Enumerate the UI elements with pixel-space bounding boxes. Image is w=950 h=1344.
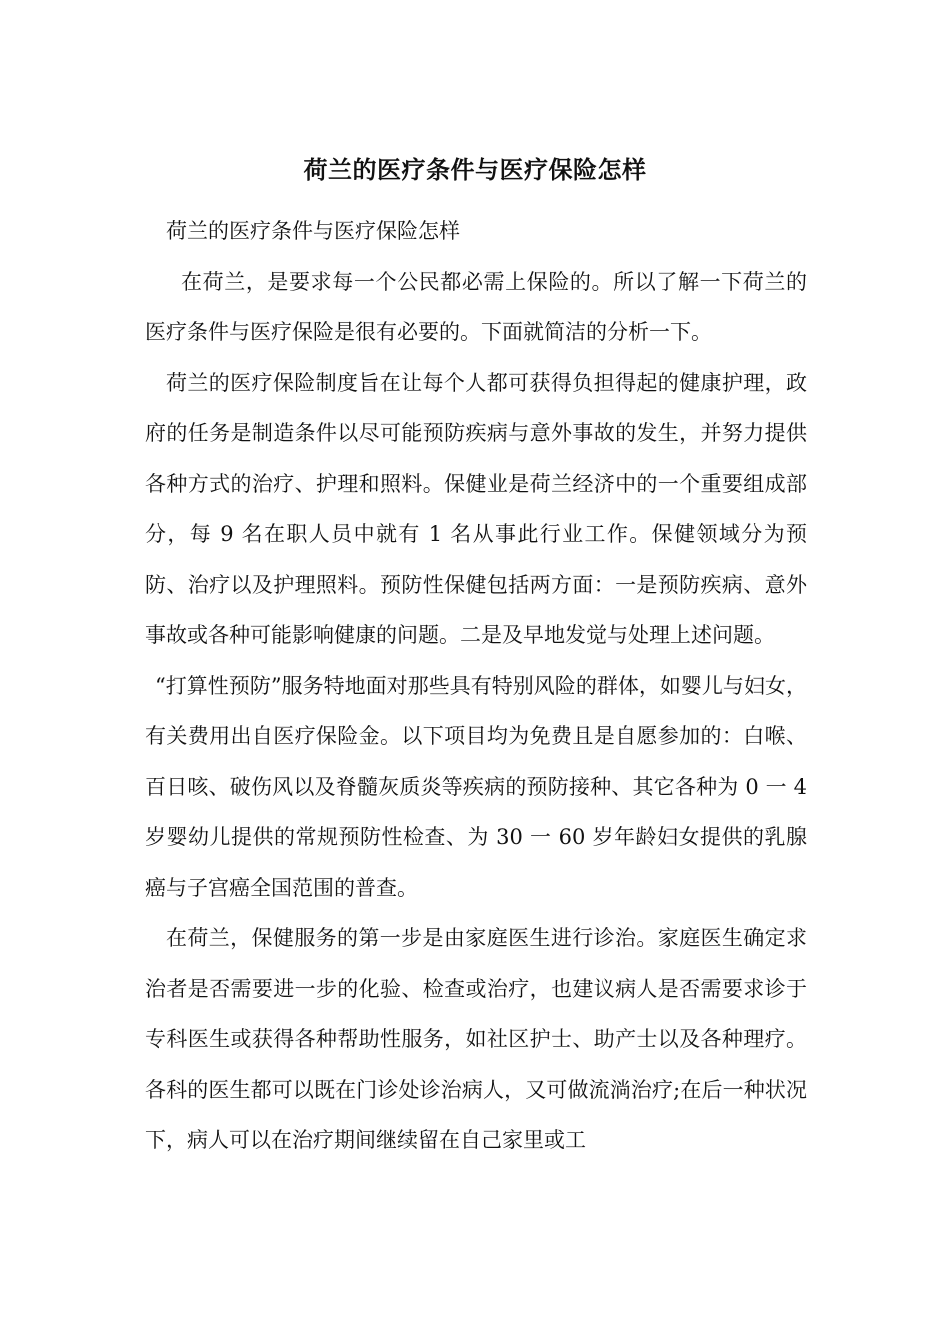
paragraph-1: 在荷兰，是要求每一个公民都必需上保险的。所以了解一下荷兰的医疗条件与医疗保险是很有必要的。下面就简洁的分析一下。: [145, 269, 807, 344]
paragraph-3: “打算性预防”服务特地面对那些具有特别风险的群体，如婴儿与妇女，有关费用出自医疗保险金。以下项目均为免费且是自愿参加的：白喉、百日咳、破伤风以及脊髓灰质炎等疾病的预防接种、其它各种为 0 一 4 岁婴幼儿提供的常规预防性检查、为 30 一 60 岁年龄妇女提供的乳腺癌与子宫癌全国范围的普查。: [145, 673, 807, 900]
document-body: [145, 206, 807, 1166]
paragraph-2: 荷兰的医疗保险制度旨在让每个人都可获得负担得起的健康护理，政府的任务是制造条件以尽可能预防疾病与意外事故的发生，并努力提供各种方式的治疗、护理和照料。保健业是荷兰经济中的一个重要组成部分，每 9 名在职人员中就有 1 名从事此行业工作。保健领域分为预防、治疗以及护理照料。预防性保健包括两方面：一是预防疾病、意外事故或各种可能影响健康的问题。二是及早地发觉与处理上述问题。: [145, 370, 807, 647]
document-title: 荷兰的医疗条件与医疗保险怎样: [303, 155, 647, 184]
paragraph-4: 在荷兰，保健服务的第一步是由家庭医生进行诊治。家庭医生确定求治者是否需要进一步的化验、检查或治疗，也建议病人是否需要求诊于专科医生或获得各种帮助性服务，如社区护士、助产士以及各种理疗。各科的医生都可以既在门诊处诊治病人，又可做流淌治疗;在后一种状况下，病人可以在治疗期间继续留在自己家里或工: [145, 926, 807, 1152]
document-subtitle: 荷兰的医疗条件与医疗保险怎样: [166, 219, 460, 243]
